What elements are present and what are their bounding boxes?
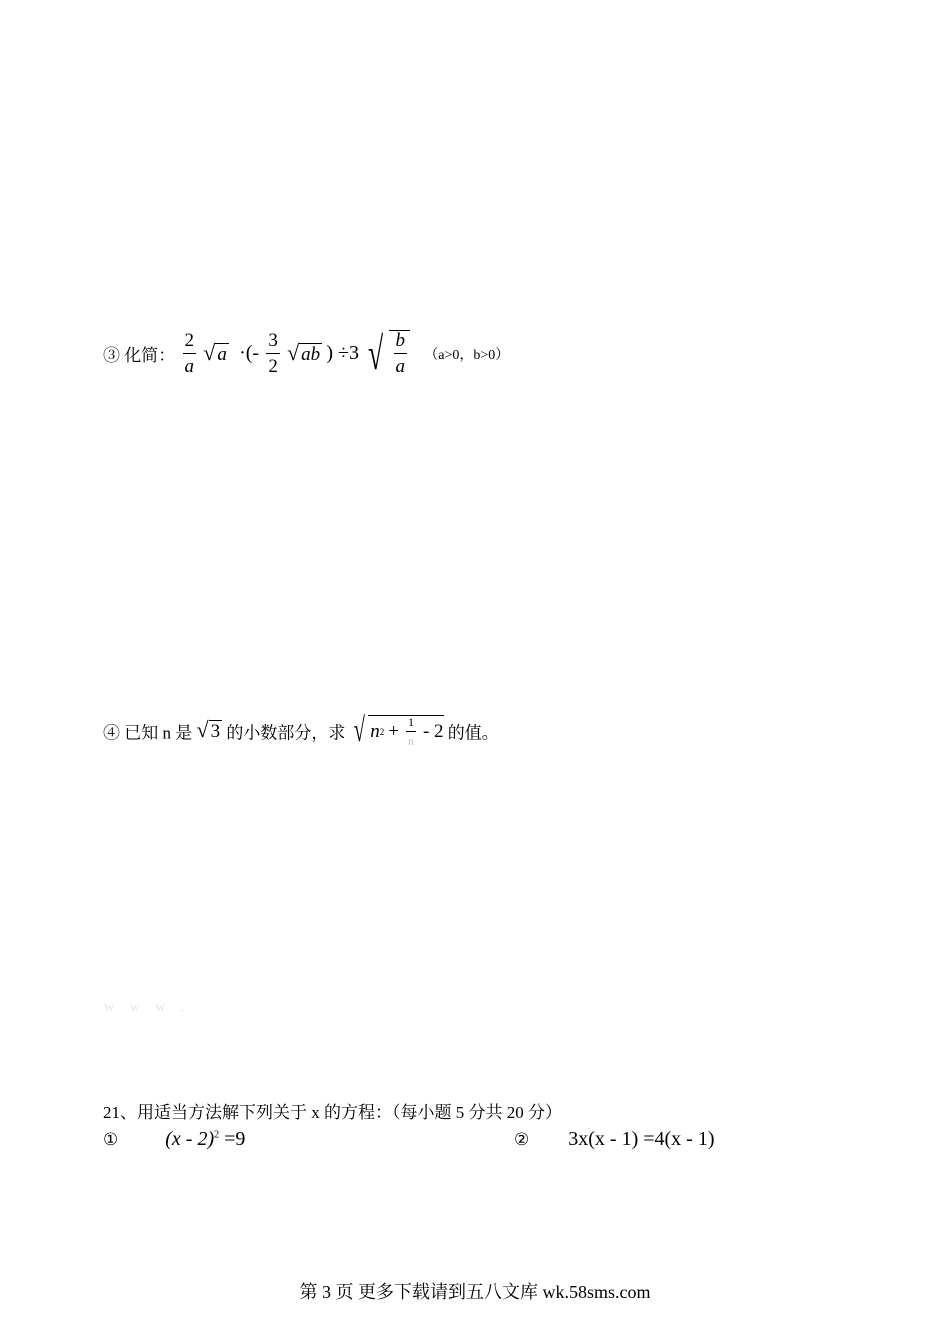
equation-1: [103, 1128, 245, 1151]
sqrt-3: √ 3: [196, 717, 221, 742]
q4-middle: 的小数部分，求: [226, 723, 346, 743]
sqrt-b-over-a: √ $\frac{b}{a}$: [363, 330, 410, 377]
q3-condition: （a>0，b>0）: [424, 347, 510, 363]
q3-label: ③ 化简：: [103, 346, 176, 365]
question-21-title: 21、用适当方法解下列关于 x 的方程：（每小题 5 分共 20 分）: [103, 1103, 562, 1122]
eq1-label: ①: [103, 1130, 119, 1149]
page-footer: 第 3 页 更多下载请到五八文库 wk.58sms.com: [299, 1282, 651, 1302]
eq2-label: ②: [514, 1130, 530, 1149]
equation-2: [514, 1128, 715, 1151]
sqrt-expression: √ n 2 + $\frac{1}{n}$ - 2: [353, 712, 444, 749]
sqrt-ab: √ ab: [287, 339, 321, 365]
fraction-2-over-a: $\frac{2}{a}$: [184, 329, 194, 377]
question-4: [103, 708, 499, 754]
fraction-1-over-n2: $\frac{1}{n}$: [407, 714, 414, 748]
q4-suffix: 的值。: [447, 723, 499, 743]
question-3: [103, 327, 510, 379]
watermark: w w w .: [104, 1000, 191, 1015]
q4-prefix: ④ 已知 n 是: [103, 723, 193, 743]
eq1-expr: (x - 2)$^2$ =9: [165, 1128, 246, 1150]
dot-paren: ·(-: [239, 342, 260, 364]
sqrt-a: √ a: [203, 339, 227, 365]
eq2-expr: 3x(x - 1) =4(x - 1): [568, 1128, 715, 1150]
fraction-3-over-2: $\frac{3}{2}$: [268, 329, 278, 377]
close-divide: ) ÷3: [326, 342, 360, 364]
fraction-b-over-a: $\frac{b}{a}$: [395, 330, 406, 377]
